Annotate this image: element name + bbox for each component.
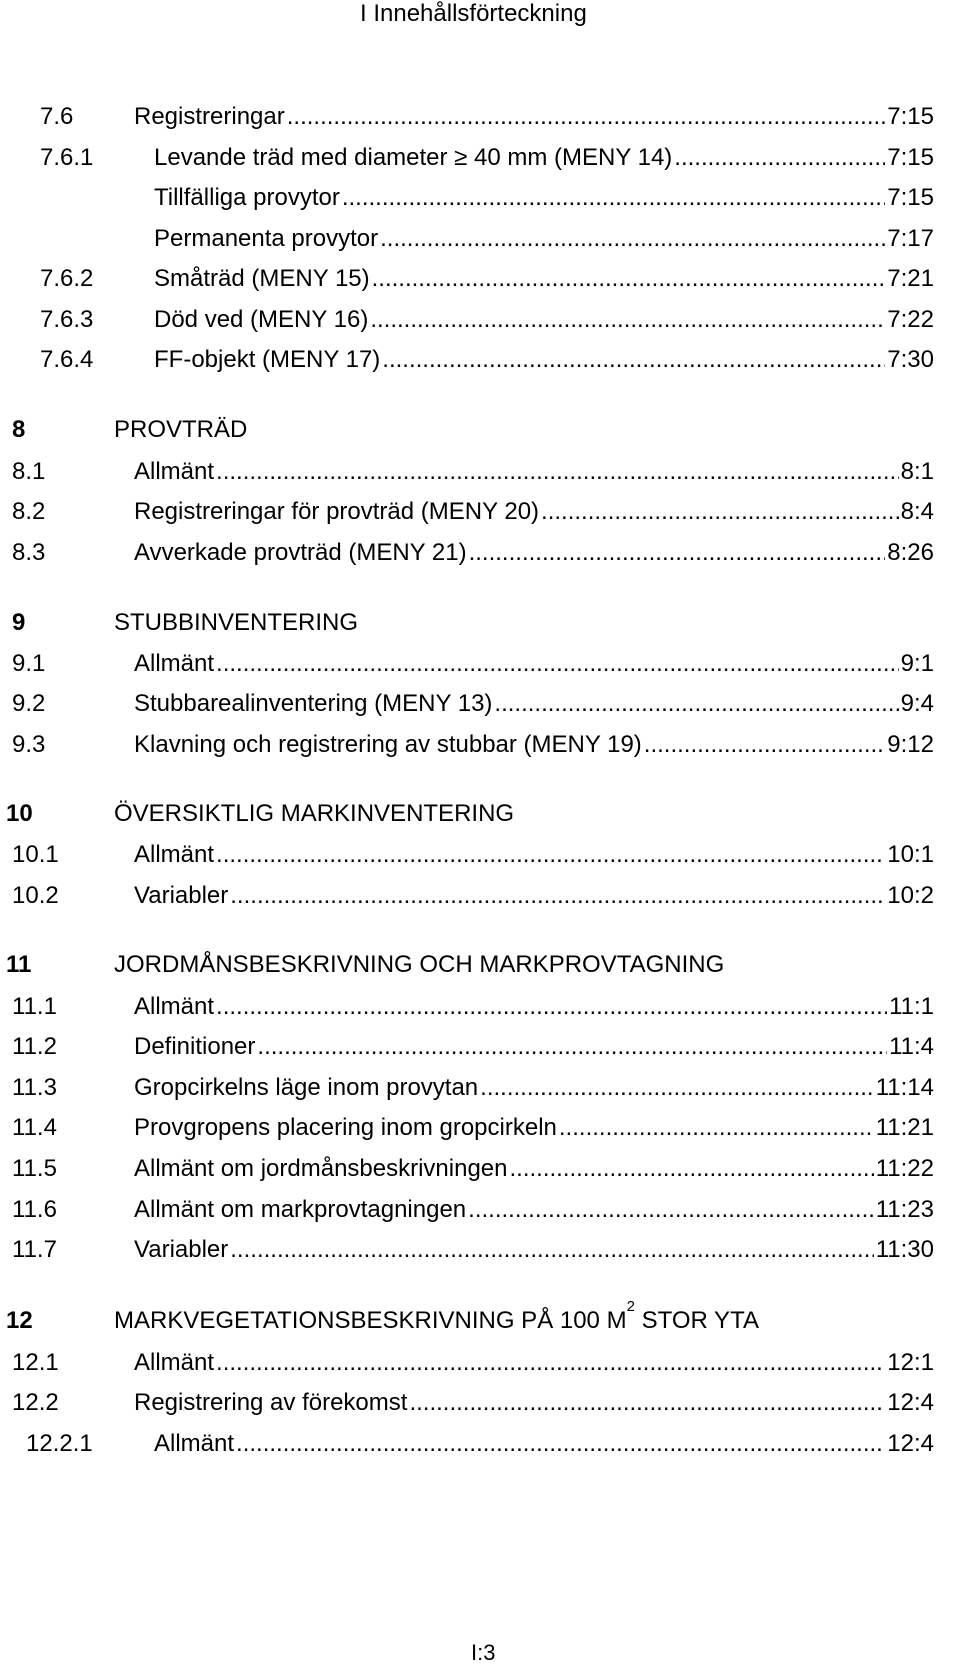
toc-entry-page: 8:4 (900, 498, 934, 525)
toc-chapter-title: STUBBINVENTERING (114, 609, 359, 636)
toc-leader-dots (468, 1193, 874, 1227)
toc-entry[interactable] (0, 222, 960, 256)
toc-entry-title: Avverkade provträd (MENY 21) (134, 539, 467, 566)
toc-entry[interactable] (0, 879, 960, 913)
toc-entry[interactable] (0, 1346, 960, 1380)
toc-entry-title: Allmänt (134, 841, 215, 868)
toc-entry-title: Levande träd med diameter ≥ 40 mm (MENY 14) (154, 144, 673, 171)
toc-entry-number: 10.1 (12, 841, 59, 868)
toc-leader-dots (469, 536, 886, 570)
toc-entry-number: 9.3 (12, 731, 46, 758)
toc-leader-dots (236, 1427, 885, 1461)
toc-entry-page: 11:21 (875, 1114, 934, 1141)
toc-leader-dots (382, 343, 885, 377)
toc-leader-dots (370, 303, 885, 337)
toc-entry[interactable] (0, 495, 960, 529)
toc-chapter-title (114, 1298, 759, 1338)
toc-entry-page: 7:21 (887, 265, 934, 292)
toc-entry-number: 7.6.1 (40, 144, 94, 171)
toc-entry-page: 9:12 (887, 731, 934, 758)
toc-entry-page: 7:30 (887, 346, 934, 373)
toc-entry-page: 7:15 (887, 144, 934, 171)
toc-chapter-title: PROVTRÄD (114, 416, 248, 443)
toc-leader-dots (541, 495, 899, 529)
toc-leader-dots (216, 647, 899, 681)
toc-entry-number: 7.6 (40, 103, 74, 130)
toc-entry-page: 11:22 (875, 1155, 934, 1182)
toc-entry[interactable] (0, 141, 960, 175)
page-number: I:3 (471, 1640, 496, 1665)
toc-entry-title: Gropcirkelns läge inom provytan (134, 1074, 479, 1101)
toc-entry-number: 12.2 (12, 1389, 59, 1416)
toc-entry-title: Död ved (MENY 16) (154, 306, 369, 333)
toc-entry-title: Klavning och registrering av stubbar (MENY 19) (134, 731, 642, 758)
toc-entry-number: 11.4 (12, 1114, 57, 1141)
toc-entry-page: 9:1 (900, 650, 934, 677)
toc-entry[interactable] (0, 343, 960, 377)
toc-entry-page: 11:23 (875, 1196, 934, 1223)
toc-entry-page: 8:1 (900, 458, 934, 485)
toc-leader-dots (380, 222, 885, 256)
toc-entry-page: 10:1 (887, 841, 934, 868)
toc-entry[interactable] (0, 1386, 960, 1420)
toc-leader-dots (510, 1152, 874, 1186)
toc-chapter-title-main: MARKVEGETATIONSBESKRIVNING PÅ 100 M (114, 1307, 627, 1334)
toc-entry-number: 9.2 (12, 690, 46, 717)
toc-entry-title: Allmänt (134, 1349, 215, 1376)
toc-leader-dots (287, 100, 886, 134)
toc-entry-page: 11:30 (875, 1236, 934, 1263)
toc-leader-dots (559, 1111, 874, 1145)
toc-entry-title: FF-objekt (MENY 17) (154, 346, 381, 373)
toc-entry-title: Allmänt (154, 1430, 235, 1457)
toc-entry-number: 12.1 (12, 1349, 59, 1376)
toc-chapter-number: 11 (6, 951, 32, 978)
toc-entry-page: 8:26 (887, 539, 934, 566)
toc-entry-title: Variabler (134, 882, 229, 909)
toc-chapter-heading[interactable] (0, 1298, 960, 1338)
toc-chapter-heading[interactable] (0, 606, 960, 640)
toc-entry-number: 7.6.2 (40, 265, 94, 292)
toc-chapter-heading[interactable] (0, 797, 960, 831)
toc-entry-page: 12:1 (887, 1349, 934, 1376)
toc-entry[interactable] (0, 536, 960, 570)
toc-entry-page: 12:4 (887, 1389, 934, 1416)
toc-entry-title: Permanenta provytor (154, 225, 379, 252)
toc-entry[interactable] (0, 100, 960, 134)
toc-chapter-title-end: STOR YTA (634, 1307, 759, 1334)
toc-entry[interactable] (0, 1071, 960, 1105)
toc-entry[interactable] (0, 181, 960, 215)
toc-entry-title: Definitioner (134, 1033, 256, 1060)
toc-entry[interactable] (0, 455, 960, 489)
toc-entry-title: Allmänt (134, 458, 215, 485)
toc-entry-page: 7:17 (887, 225, 934, 252)
toc-leader-dots (230, 1233, 873, 1267)
toc-entry[interactable] (0, 990, 960, 1024)
toc-entry[interactable] (0, 1030, 960, 1064)
toc-entry[interactable] (0, 262, 960, 296)
toc-entry-number: 8.3 (12, 539, 46, 566)
toc-leader-dots (257, 1030, 887, 1064)
toc-entry[interactable] (0, 838, 960, 872)
toc-entry-number: 7.6.3 (40, 306, 94, 333)
toc-leader-dots (216, 1346, 885, 1380)
toc-entry-title: Stubbarealinventering (MENY 13) (134, 690, 493, 717)
toc-chapter-heading[interactable] (0, 948, 960, 982)
toc-chapter-heading[interactable] (0, 413, 960, 447)
toc-entry-number: 11.7 (12, 1236, 57, 1263)
toc-entry-page: 10:2 (887, 882, 934, 909)
toc-entry-page: 7:22 (887, 306, 934, 333)
toc-entry-page: 11:1 (889, 993, 934, 1020)
toc-entry-number: 11.3 (12, 1074, 57, 1101)
toc-entry-number: 9.1 (12, 650, 46, 677)
toc-entry-title: Registrering av förekomst (134, 1389, 408, 1416)
toc-chapter-number: 9 (12, 609, 26, 636)
toc-leader-dots (372, 262, 886, 296)
toc-entry[interactable] (0, 1152, 960, 1186)
toc-leader-dots (216, 838, 885, 872)
toc-leader-dots (230, 879, 885, 913)
toc-entry-page: 12:4 (887, 1430, 934, 1457)
toc-entry-page: 11:14 (875, 1074, 934, 1101)
toc-entry[interactable] (0, 1111, 960, 1145)
page-header: I Innehållsförteckning (360, 0, 587, 27)
toc-entry[interactable] (0, 1233, 960, 1267)
toc-entry-number: 11.2 (12, 1033, 57, 1060)
toc-entry-page: 7:15 (887, 103, 934, 130)
toc-entry-number: 11.5 (12, 1155, 57, 1182)
toc-entry-number: 12.2.1 (26, 1430, 93, 1457)
toc-entry-page: 7:15 (887, 184, 934, 211)
toc-entry[interactable] (0, 728, 960, 762)
toc-entry-title: Registreringar för provträd (MENY 20) (134, 498, 540, 525)
toc-chapter-title: ÖVERSIKTLIG MARKINVENTERING (114, 800, 515, 827)
toc-leader-dots (409, 1386, 885, 1420)
toc-entry-page: 11:4 (889, 1033, 934, 1060)
toc-entry[interactable] (0, 687, 960, 721)
superscript-exponent: 2 (626, 1298, 635, 1315)
toc-entry-number: 7.6.4 (40, 346, 94, 373)
toc-chapter-number: 12 (6, 1307, 33, 1334)
toc-leader-dots (216, 455, 899, 489)
toc-entry-title: Allmänt om jordmånsbeskrivningen (134, 1155, 508, 1182)
toc-entry-number: 8.2 (12, 498, 46, 525)
toc-leader-dots (674, 141, 885, 175)
toc-entry-title: Småträd (MENY 15) (154, 265, 370, 292)
toc-entry-number: 10.2 (12, 882, 59, 909)
toc-entry[interactable] (0, 303, 960, 337)
toc-entry-number: 11.6 (12, 1196, 57, 1223)
toc-entry-title: Registreringar (134, 103, 285, 130)
toc-chapter-number: 8 (12, 416, 26, 443)
toc-leader-dots (644, 728, 885, 762)
toc-entry-number: 8.1 (12, 458, 46, 485)
toc-chapter-title: JORDMÅNSBESKRIVNING OCH MARKPROVTAGNING (114, 951, 725, 978)
toc-entry-title: Allmänt (134, 993, 215, 1020)
toc-leader-dots (480, 1071, 874, 1105)
toc-leader-dots (494, 687, 898, 721)
toc-leader-dots (342, 181, 885, 215)
toc-entry[interactable] (0, 1427, 960, 1461)
toc-entry-title: Allmänt om markprovtagningen (134, 1196, 467, 1223)
toc-entry-title: Allmänt (134, 650, 215, 677)
toc-entry[interactable] (0, 1193, 960, 1227)
toc-entry-page: 9:4 (900, 690, 934, 717)
toc-entry-title: Provgropens placering inom gropcirkeln (134, 1114, 557, 1141)
toc-entry[interactable] (0, 647, 960, 681)
toc-entry-number: 11.1 (12, 993, 57, 1020)
toc-leader-dots (216, 990, 887, 1024)
toc-entry-title: Variabler (134, 1236, 229, 1263)
toc-entry-title: Tillfälliga provytor (154, 184, 340, 211)
toc-chapter-number: 10 (6, 800, 33, 827)
